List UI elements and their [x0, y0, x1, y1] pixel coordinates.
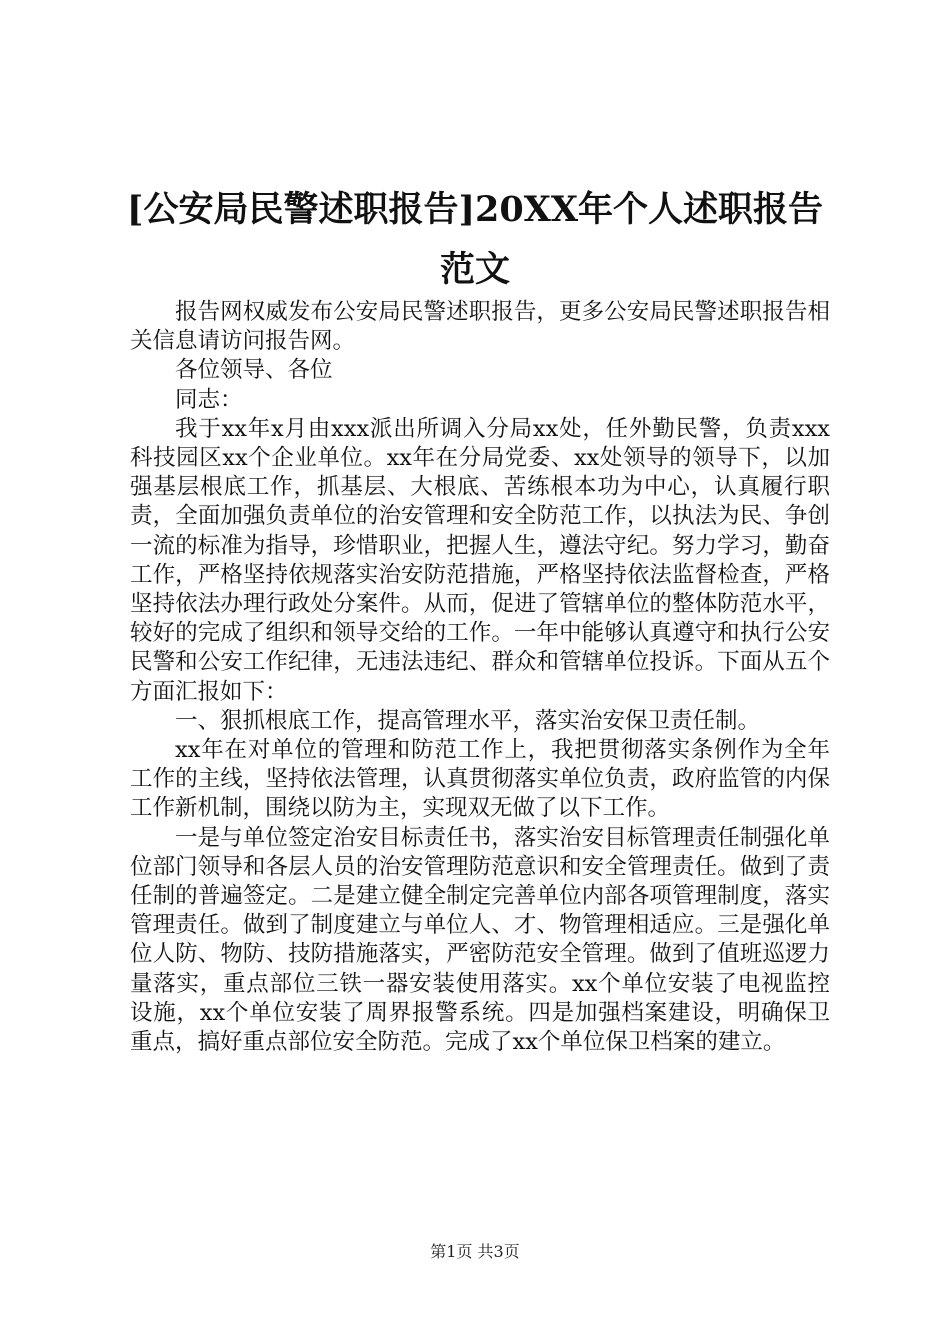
body-paragraph: 我于xx年x月由xxx派出所调入分局xx处，任外勤民警，负责xxx科技园区xx个企业单位。xx年在分局党委、xx处领导的领导下，以加强基层根底工作，抓基层、大根底、苦练根本功为中心，认真履行职责，全面加强负责单位的治安管理和安全防范工作，以执法为民、争创一流的标准为指导，珍惜职业，把握人生，遵法守纪。努力学习，勤奋工作，严格坚持依规落实治安防范措施，严格坚持依法监督检查，严格坚持依法办理行政处分案件。从而，促进了管辖单位的整体防范水平，较好的完成了组织和领导交给的工作。一年中能够认真遵守和执行公安民警和公安工作纪律，无违法违纪、群众和管辖单位投诉。下面从五个方面汇报如下：: [130, 415, 830, 705]
salutation-line-2: 同志：: [175, 386, 243, 413]
document-body: [130, 298, 830, 1057]
salutation-line-1: 各位领导、各位: [175, 357, 333, 384]
page-footer: 第1页 共3页: [430, 1242, 520, 1261]
body-paragraph: xx年在对单位的管理和防范工作上，我把贯彻落实条例作为全年工作的主线，坚持依法管理，认真贯彻落实单位负责，政府监管的内保工作新机制，围绕以防为主，实现双无做了以下工作。: [130, 737, 830, 822]
intro-paragraph: 报告网权威发布公安局民警述职报告，更多公安局民警述职报告相关信息请访问报告网。: [130, 299, 830, 355]
body-paragraph: 一是与单位签定治安目标责任书，落实治安目标管理责任制强化单位部门领导和各层人员的治安管理防范意识和安全管理责任。做到了责任制的普遍签定。二是建立健全制定完善单位内部各项管理制度，落实管理责任。做到了制度建立与单位人、才、物管理相适应。三是强化单位人防、物防、技防措施落实，严密防范安全管理。做到了值班巡逻力量落实，重点部位三铁一器安装使用落实。xx个单位安装了电视监控设施，xx个单位安装了周界报警系统。四是加强档案建设，明确保卫重点，搞好重点部位安全防范。完成了xx个单位保卫档案的建立。: [130, 824, 830, 1056]
document-title-line1: [公安局民警述职报告]20XX年个人述职报告: [126, 189, 824, 230]
document-title-line2: 范文: [439, 249, 510, 290]
section-heading: 一、狠抓根底工作，提高管理水平，落实治安保卫责任制。: [175, 707, 761, 734]
